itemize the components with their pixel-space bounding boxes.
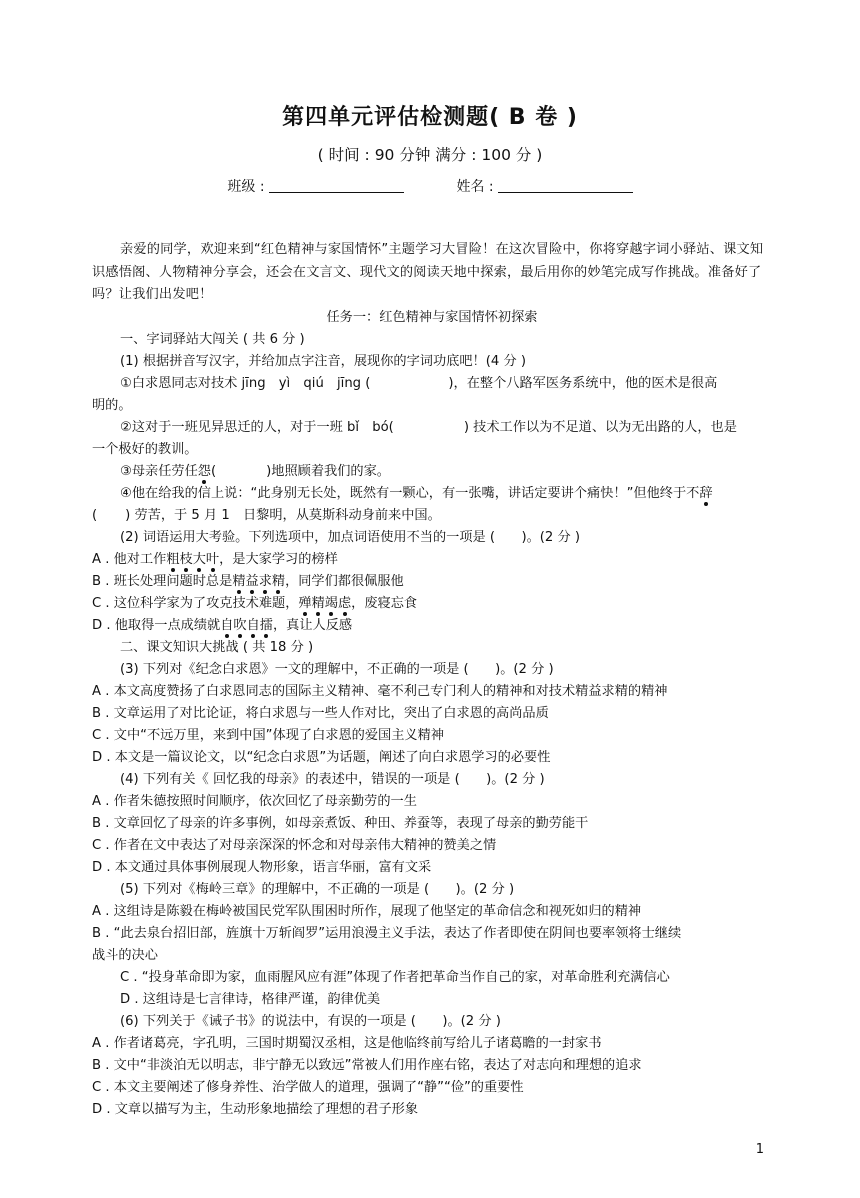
q5-option-d: D . 这组诗是七言律诗，格律严谨，韵律优美 xyxy=(120,991,381,1007)
q1-item4-cont: ( ) 劳苦，于 5 月 1 日黎明，从莫斯科动身前来中国。 xyxy=(92,507,441,523)
q2-option-c: C . 这位科学家为了攻克技术难题，殚精竭虑，废寝忘食 xyxy=(92,595,418,611)
section1-title: 一、字词驿站大闯关 ( 共 6 分 ) xyxy=(120,331,305,347)
q1-item2: ②这对于一班见异思迁的人，对于一班 bǐ bó( ) 技术工作以为不足道、以为无出路的人，也是 xyxy=(120,419,737,435)
q6-option-a: A . 作者诸葛亮，字孔明，三国时期蜀汉丞相，这是他临终前写给儿子诸葛瞻的一封家书 xyxy=(92,1035,602,1051)
q5-stem: (5) 下列对《梅岭三章》的理解中，不正确的一项是 ( )。(2 分 ) xyxy=(120,881,515,897)
q6-option-d: D . 文章以描写为主，生动形象地描绘了理想的君子形象 xyxy=(92,1101,419,1117)
exam-body xyxy=(92,239,772,1121)
q3-option-b: B . 文章运用了对比论证，将白求恩与一些人作对比，突出了白求恩的高尚品质 xyxy=(92,705,549,721)
q5-option-c: C . “投身革命即为家，血雨腥风应有涯”体现了作者把革命当作自己的家，对革命胜利充满信心 xyxy=(120,969,670,985)
q4-stem: (4) 下列有关《 回忆我的母亲》的表述中，错误的一项是 ( )。(2 分 ) xyxy=(120,771,545,787)
q4-option-b: B . 文章回忆了母亲的许多事例，如母亲煮饭、种田、养蚕等，表现了母亲的勤劳能干 xyxy=(92,815,589,831)
q2-b-dotted-word: 精益求精 xyxy=(232,573,286,589)
intro-paragraph: 亲爱的同学，欢迎来到“红色精神与家国情怀”主题学习大冒险！在这次冒险中，你将穿越字词小驿站、课文知识感悟阁、人物精神分享会，还会在文言文、现代文的阅读天地中探索，最后用你的妙笔完成写作挑战。准备好了吗？让我们出发吧！ xyxy=(92,242,764,302)
q2-d-dotted-word: 自吹自擂 xyxy=(220,617,273,633)
q2-option-b: B . 班长处理问题时总是精益求精，同学们都很佩服他 xyxy=(92,573,404,589)
class-label: 班级 : xyxy=(227,179,265,195)
q5-option-a: A . 这组诗是陈毅在梅岭被国民党军队围困时所作，展现了他坚定的革命信念和视死如归的精神 xyxy=(92,903,642,919)
q2-a-dotted-word: 粗枝大叶 xyxy=(166,551,220,567)
q3-option-d: D . 本文是一篇议论文，以“纪念白求恩”为话题，阐述了向白求恩学习的必要性 xyxy=(92,749,551,765)
q5-option-b-cont: 战斗的决心 xyxy=(92,947,158,963)
q2-stem: (2) 词语运用大考验。下列选项中，加点词语使用不当的一项是 ( )。(2 分 ) xyxy=(120,529,581,545)
q3-stem: (3) 下列对《纪念白求恩》一文的理解中，不正确的一项是 ( )。(2 分 ) xyxy=(120,661,554,677)
q6-option-b: B . 文中“非淡泊无以明志，非宁静无以致远”常被人们用作座右铭，表达了对志向和理想的追求 xyxy=(92,1057,642,1073)
q4-option-a: A . 作者朱德按照时间顺序，依次回忆了母亲勤劳的一生 xyxy=(92,793,417,809)
q6-option-c: C . 本文主要阐述了修身养性、治学做人的道理，强调了“静”“俭”的重要性 xyxy=(92,1079,524,1095)
q2-option-d: D . 他取得一点成绩就自吹自擂，真让人反感 xyxy=(92,617,353,633)
q1-item1-cont: 明的。 xyxy=(92,397,132,413)
q4-option-c: C . 作者在文中表达了对母亲深深的怀念和对母亲伟大精神的赞美之情 xyxy=(92,837,497,853)
exam-title: 第四单元评估检测题( B 卷 ) xyxy=(282,105,578,130)
section2-title: 二、课文知识大挑战 ( 共 18 分 ) xyxy=(120,639,314,655)
q5-option-b: B . “此去泉台招旧部，旌旗十万斩阎罗”运用浪漫主义手法，表达了作者即使在阴间也要率领将士继续 xyxy=(92,925,682,941)
q4-option-d: D . 本文通过具体事例展现人物形象，语言华丽，富有文采 xyxy=(92,859,432,875)
q1-stem: (1) 根据拼音写汉字，并给加点字注音，展现你的字词功底吧！(4 分 ) xyxy=(120,353,526,369)
task1-title: 任务一：红色精神与家国情怀初探索 xyxy=(326,309,538,325)
q1-item1: ①白求恩同志对技术 jīng yì qiú jīng ( )，在整个八路军医务系统中，他的医术是很高 xyxy=(120,375,718,391)
page-number: 1 xyxy=(755,1142,764,1157)
q1-item3: ③母亲任劳任怨( )地照顾着我们的家。 xyxy=(120,463,390,479)
q2-option-a: A . 他对工作粗枝大叶，是大家学习的榜样 xyxy=(92,551,338,567)
student-info-fields xyxy=(0,176,860,196)
class-blank[interactable] xyxy=(269,178,404,193)
exam-subtitle: ( 时间 : 90 分钟 满分 : 100 分 ) xyxy=(317,146,543,164)
q2-c-dotted-word: 殚精竭虑 xyxy=(298,595,352,611)
q1-item4: ④他在给我的信上说：“此身别无长处，既然有一颗心，有一张嘴，讲话定要讲个痛快！”但他终于不辞 xyxy=(120,485,713,501)
name-label: 姓名 : xyxy=(456,179,494,195)
q6-stem: (6) 下列关于《诫子书》的说法中，有误的一项是 ( )。(2 分 ) xyxy=(120,1013,501,1029)
q3-option-a: A . 本文高度赞扬了白求恩同志的国际主义精神、毫不利己专门利人的精神和对技术精益求精的精神 xyxy=(92,683,668,699)
q3-option-c: C . 文中“不远万里，来到中国”体现了白求恩的爱国主义精神 xyxy=(92,727,444,743)
name-blank[interactable] xyxy=(498,178,633,193)
q1-item2-cont: 一个极好的教训。 xyxy=(92,441,198,457)
